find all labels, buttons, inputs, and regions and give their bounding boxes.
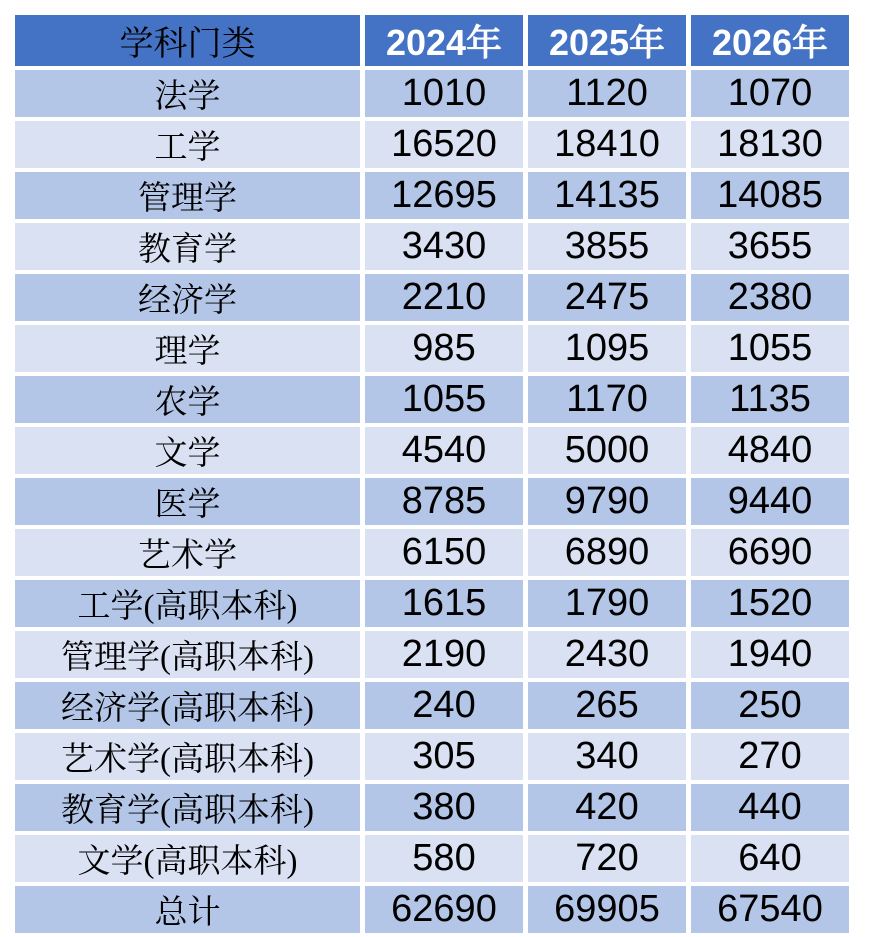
row-label: 文学 [15,427,360,474]
row-value: 985 [365,325,523,372]
year-column-header-2024: 2024年 [365,15,523,66]
table-row [15,427,849,474]
row-value: 14135 [528,172,686,219]
row-value: 240 [365,682,523,729]
row-value: 2380 [691,274,849,321]
row-value: 6690 [691,529,849,576]
row-value: 4540 [365,427,523,474]
row-value: 8785 [365,478,523,525]
row-label: 工学 [15,121,360,168]
row-label: 总计 [15,886,360,933]
row-value: 6890 [528,529,686,576]
row-value: 250 [691,682,849,729]
row-value: 1135 [691,376,849,423]
row-label: 教育学(高职本科) [15,784,360,831]
row-value: 18410 [528,121,686,168]
row-value: 14085 [691,172,849,219]
table-row [15,682,849,729]
row-value: 380 [365,784,523,831]
row-value: 62690 [365,886,523,933]
row-value: 4840 [691,427,849,474]
row-value: 720 [528,835,686,882]
table-row [15,580,849,627]
table-row [15,121,849,168]
row-value: 1615 [365,580,523,627]
row-label: 医学 [15,478,360,525]
row-label: 管理学(高职本科) [15,631,360,678]
row-value: 3430 [365,223,523,270]
row-value: 1170 [528,376,686,423]
row-value: 18130 [691,121,849,168]
table-row [15,478,849,525]
table-row-total [15,886,849,933]
row-value: 1790 [528,580,686,627]
row-value: 9790 [528,478,686,525]
row-label: 艺术学(高职本科) [15,733,360,780]
table-row [15,70,849,117]
category-column-header: 学科门类 [15,15,360,66]
row-value: 2210 [365,274,523,321]
row-value: 265 [528,682,686,729]
table-body [15,70,849,933]
year-column-header-2025: 2025年 [528,15,686,66]
table-row [15,733,849,780]
table-row [15,376,849,423]
row-value: 5000 [528,427,686,474]
row-value: 9440 [691,478,849,525]
row-value: 2190 [365,631,523,678]
discipline-enrollment-table [10,11,854,937]
table-row [15,631,849,678]
table-row [15,274,849,321]
row-label: 经济学(高职本科) [15,682,360,729]
row-value: 1070 [691,70,849,117]
row-value: 1010 [365,70,523,117]
header-row [15,15,849,66]
row-label: 管理学 [15,172,360,219]
row-value: 420 [528,784,686,831]
row-label: 文学(高职本科) [15,835,360,882]
row-value: 270 [691,733,849,780]
row-value: 640 [691,835,849,882]
row-value: 305 [365,733,523,780]
row-value: 1055 [691,325,849,372]
row-value: 1120 [528,70,686,117]
table-row [15,529,849,576]
row-value: 2430 [528,631,686,678]
table-row [15,784,849,831]
row-label: 教育学 [15,223,360,270]
row-label: 工学(高职本科) [15,580,360,627]
row-value: 6150 [365,529,523,576]
row-value: 340 [528,733,686,780]
row-value: 3655 [691,223,849,270]
row-value: 69905 [528,886,686,933]
row-value: 16520 [365,121,523,168]
row-label: 艺术学 [15,529,360,576]
row-value: 1940 [691,631,849,678]
row-label: 农学 [15,376,360,423]
row-value: 1055 [365,376,523,423]
row-label: 理学 [15,325,360,372]
row-value: 12695 [365,172,523,219]
year-column-header-2026: 2026年 [691,15,849,66]
table-row [15,835,849,882]
row-value: 580 [365,835,523,882]
row-value: 440 [691,784,849,831]
row-value: 67540 [691,886,849,933]
table-row [15,223,849,270]
row-label: 经济学 [15,274,360,321]
row-value: 2475 [528,274,686,321]
table-header [15,15,849,66]
row-value: 1095 [528,325,686,372]
table-row [15,172,849,219]
table-row [15,325,849,372]
row-value: 1520 [691,580,849,627]
row-label: 法学 [15,70,360,117]
row-value: 3855 [528,223,686,270]
